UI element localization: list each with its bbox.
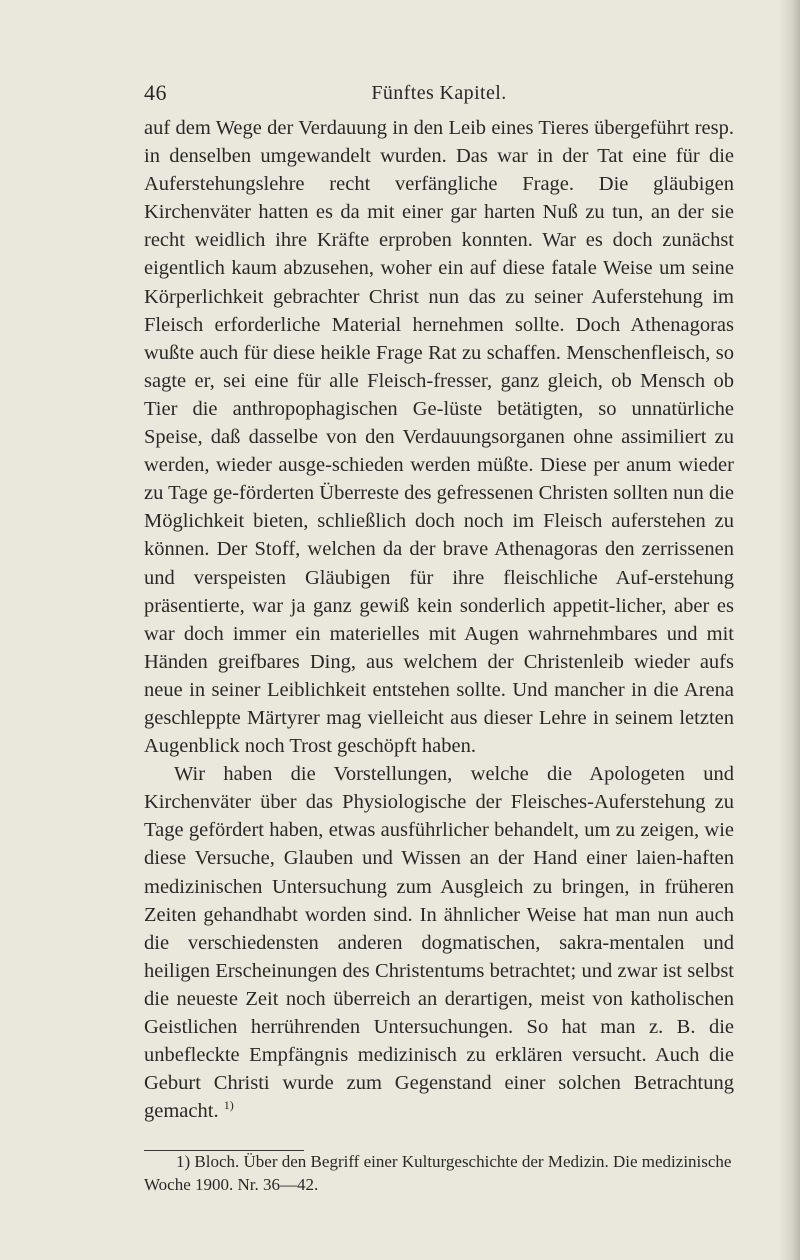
page-number: 46 (144, 80, 167, 105)
page-edge-shadow (778, 0, 800, 1260)
footnote-marker: 1) (176, 1152, 191, 1171)
paragraph-1: auf dem Wege der Verdauung in den Leib eines Tieres übergeführt resp. in denselben umgewandelt wurden. Das war in der Tat eine für die Auferstehungslehre recht verfängliche Frage. Die gläubigen Kirchenväter hatten es da mit einer gar harten Nuß zu tun, an der sie recht weidlich ihre Kräfte erproben konnten. War es doch zunächst eigentlich kaum abzusehen, woher ein auf diese fatale Weise um seine Körperlichkeit gebrachter Christ nun das zu seiner Auferstehung im Fleisch erforderliche Material hernehmen sollte. Doch Athenagoras wußte auch für diese heikle Frage Rat zu schaffen. Menschenfleisch, so sagte er, sei eine für alle Fleisch-fresser, ganz gleich, ob Mensch ob Tier die anthropophagischen Ge-lüste betätigten, so unnatürliche Speise, daß dasselbe von den Verdauungsorganen ohne assimiliert zu werden, wieder ausge-schieden werden müßte. Diese per anum wieder zu Tage ge-förderten Überreste des gefressenen Christen sollten nun die Möglichkeit bieten, schließlich doch noch im Fleisch auferstehen zu können. Der Stoff, welchen da der brave Athenagoras den zerrissenen und verspeisten Gläubigen für ihre fleischliche Auf-erstehung präsentierte, war ja ganz gewiß kein sonderlich appetit-licher, aber es war doch immer ein materielles mit Augen wahrnehmbares und mit Händen greifbares Ding, aus welchem der Christenleib wieder aufs neue in seiner Leiblichkeit entstehen sollte. Und mancher in die Arena geschleppte Märtyrer mag vielleicht aus dieser Lehre in seinem letzten Augenblick noch Trost geschöpft haben. (144, 117, 734, 758)
body-text (144, 114, 734, 1125)
paragraph-2 (144, 760, 734, 1125)
paragraph-2-text: Wir haben die Vorstellungen, welche die Apologeten und Kirchenväter über das Physiologische der Fleisches-Auferstehung zu Tage gefördert haben, etwas ausführlicher behandelt, um zu zeigen, wie diese Versuche, Glauben und Wissen an der Hand einer laien-haften medizinischen Untersuchung zum Ausgleich zu bringen, in früheren Zeiten gehandhabt worden sind. In ähnlicher Weise hat man nun auch die verschiedensten anderen dogmatischen, sakra-mentalen und heiligen Erscheinungen des Christentums betrachtet; und zwar ist selbst die neueste Zeit noch überreich an derartigen, meist von katholischen Geistlichen herrührenden Untersuchungen. So hat man z. B. die unbefleckte Empfängnis medizinisch zu erklären versucht. Auch die Geburt Christi wurde zum Gegenstand einer solchen Betrachtung gemacht. (144, 763, 734, 1123)
running-head: Fünftes Kapitel. (371, 82, 507, 104)
footnote-text: Bloch. Über den Begriff einer Kulturgeschichte der Medizin. Die medizinische Woche 1900. Nr. 36—42. (144, 1152, 732, 1194)
footnote (144, 1150, 744, 1196)
page-header (144, 80, 734, 110)
footnote-reference: 1) (223, 1098, 234, 1113)
